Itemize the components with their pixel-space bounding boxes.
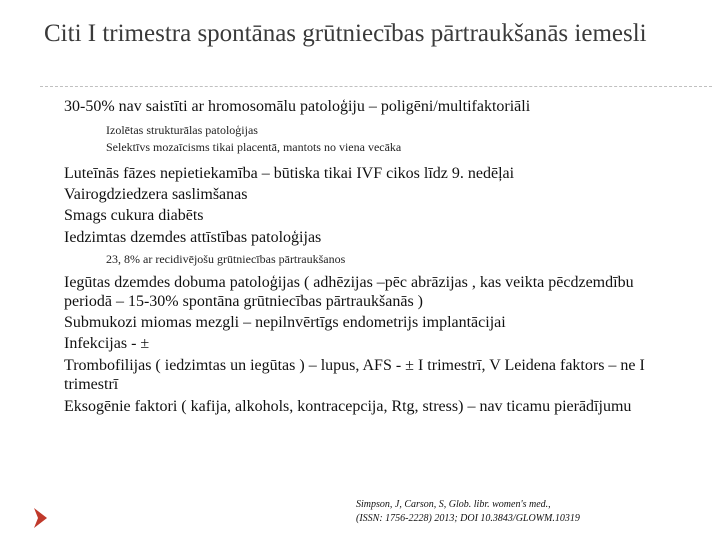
bullet-icon xyxy=(84,122,106,138)
bullet-icon xyxy=(44,206,64,225)
list-item: 30-50% nav saistīti ar hromosomālu patoloģiju – poligēni/multifaktoriāli xyxy=(44,97,674,116)
bullet-icon xyxy=(84,251,106,267)
list-item: Trombofilijas ( iedzimtas un iegūtas ) – lupus, AFS - ± I trimestrī, V Leidena faktors – ne I trimestrī xyxy=(44,356,674,394)
list-item: Smags cukura diabēts xyxy=(44,206,674,225)
citation xyxy=(356,498,686,526)
title-divider xyxy=(40,86,712,87)
list-item: Iegūtas dzemdes dobuma patoloģijas ( adhēzijas –pēc abrāzijas , kas veikta pēcdzemdību periodā – 15-30% spontāna grūtniecības pārtraukšanās ) xyxy=(44,273,674,311)
list-item: Vairogdziedzera saslimšanas xyxy=(44,185,674,204)
bullet-icon xyxy=(84,139,106,155)
list-item: Submukozi miomas mezgli – nepilnvērtīgs endometrijs implantācijai xyxy=(44,313,674,332)
bullet-icon xyxy=(44,334,64,353)
bullet-icon xyxy=(44,97,64,116)
bullet-icon xyxy=(44,273,64,311)
sub-list-item: Selektīvs mozaīcisms tikai placentā, mantots no viena vecāka xyxy=(84,139,684,155)
citation-line: Simpson, J, Carson, S, Glob. libr. women's med., xyxy=(356,499,551,510)
bullet-icon xyxy=(44,397,64,416)
red-arrow-icon xyxy=(32,506,50,530)
list-item: Eksogēnie faktori ( kafija, alkohols, kontracepcija, Rtg, stress) – nav ticamu pierādījumu xyxy=(44,397,674,416)
bullet-icon xyxy=(44,313,64,332)
list-item: Infekcijas - ± xyxy=(44,334,674,353)
bullet-icon xyxy=(44,228,64,247)
list-item: Luteīnās fāzes nepietiekamība – būtiska tikai IVF cikos līdz 9. nedēļai xyxy=(44,164,674,183)
sub-list-item: 23, 8% ar recidivējošu grūtniecības pārtraukšanos xyxy=(84,251,684,267)
bullet-icon xyxy=(44,356,64,394)
citation-line: (ISSN: 1756-2228) 2013; DOI 10.3843/GLOWM.10319 xyxy=(356,513,580,524)
list-item: Iedzimtas dzemdes attīstības patoloģijas xyxy=(44,228,674,247)
sub-list-item: Izolētas strukturālas patoloģijas xyxy=(84,122,684,138)
bullet-icon xyxy=(44,164,64,183)
slide-title: Citi I trimestra spontānas grūtniecības pārtraukšanās iemesli xyxy=(44,20,647,47)
bullet-icon xyxy=(44,185,64,204)
